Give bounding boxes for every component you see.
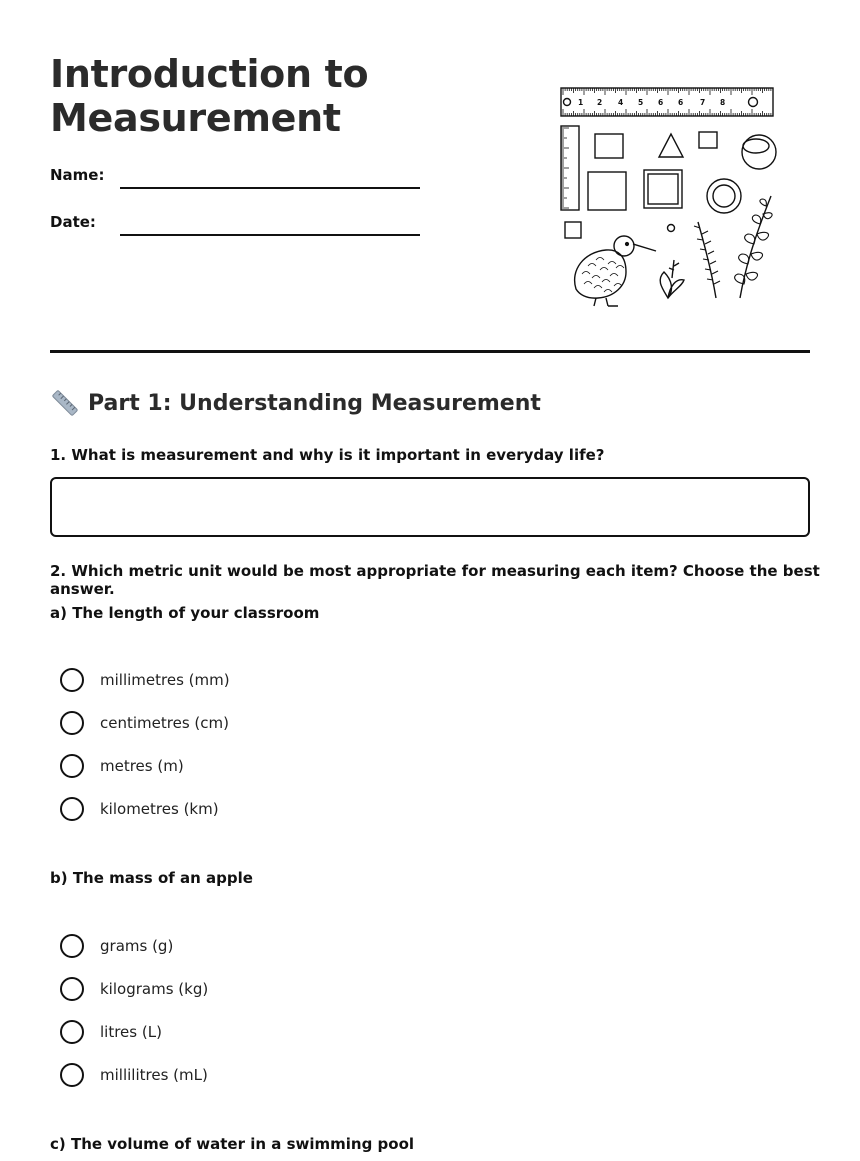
ruler-number: 2 [597,98,603,107]
option-label: millimetres (mm) [100,671,230,689]
option-2b-kilograms[interactable] [60,977,208,1001]
radio-button[interactable] [60,934,84,958]
option-2a-centimetres[interactable] [60,711,229,735]
radio-button[interactable] [60,754,84,778]
section-heading-text: Part 1: Understanding Measurement [88,390,541,416]
square-shape-icon [565,222,581,238]
option-label: grams (g) [100,937,174,955]
option-label: litres (L) [100,1023,162,1041]
bowl-icon [742,135,776,169]
square-shape-icon [588,172,626,210]
option-2a-kilometres[interactable] [60,797,219,821]
date-label: Date: [50,213,96,231]
square-shape-icon [595,134,623,158]
small-plant-icon [660,260,684,298]
worksheet-title [50,52,368,140]
question-2: 2. Which metric unit would be most appropriate for measuring each item? Choose the best answer. [50,562,820,598]
small-circle-icon [668,225,675,232]
question-2b: b) The mass of an apple [50,869,253,887]
radio-button[interactable] [60,977,84,1001]
question-2a: a) The length of your classroom [50,604,320,622]
ruler-number: 6 [658,98,664,107]
option-label: centimetres (cm) [100,714,229,732]
ruler-number: 7 [700,98,706,107]
fern-frond-icon [735,196,773,298]
section-heading-part-1 [50,388,541,418]
radio-button[interactable] [60,711,84,735]
radio-button[interactable] [60,1063,84,1087]
answer-box-question-1[interactable] [50,477,810,537]
ruler-number: 4 [618,98,624,107]
radio-button[interactable] [60,668,84,692]
kiwi-bird-icon [575,236,656,306]
ruler-number: 6 [678,98,684,107]
radio-button[interactable] [60,797,84,821]
ruler-number: 1 [578,98,584,107]
option-2b-millilitres[interactable] [60,1063,208,1087]
question-1: 1. What is measurement and why is it important in everyday life? [50,446,605,464]
option-label: metres (m) [100,757,184,775]
ruler-vertical-icon [561,126,579,210]
date-field[interactable] [120,234,420,236]
square-frame-icon [644,170,682,208]
square-shape-icon [699,132,717,148]
ruler-icon [50,388,80,418]
option-label: millilitres (mL) [100,1066,208,1084]
fern-leaf-icon [694,222,720,298]
radio-button[interactable] [60,1020,84,1044]
ruler-number: 5 [638,98,644,107]
ruler-number: 8 [720,98,726,107]
option-label: kilograms (kg) [100,980,209,998]
question-2c: c) The volume of water in a swimming pool [50,1135,415,1153]
option-label: kilometres (km) [100,800,219,818]
option-2a-metres[interactable] [60,754,184,778]
name-field[interactable] [120,187,420,189]
name-label: Name: [50,166,105,184]
option-2b-grams[interactable] [60,934,173,958]
option-2a-millimetres[interactable] [60,668,230,692]
section-divider [50,350,810,353]
ruler-horizontal-icon [561,88,773,116]
title-line-2: Measurement [50,96,341,140]
title-line-1: Introduction to [50,52,369,96]
measurement-tools-illustration-icon [556,84,786,314]
option-2b-litres[interactable] [60,1020,162,1044]
ring-icon [707,179,741,213]
triangle-shape-icon [659,134,683,157]
